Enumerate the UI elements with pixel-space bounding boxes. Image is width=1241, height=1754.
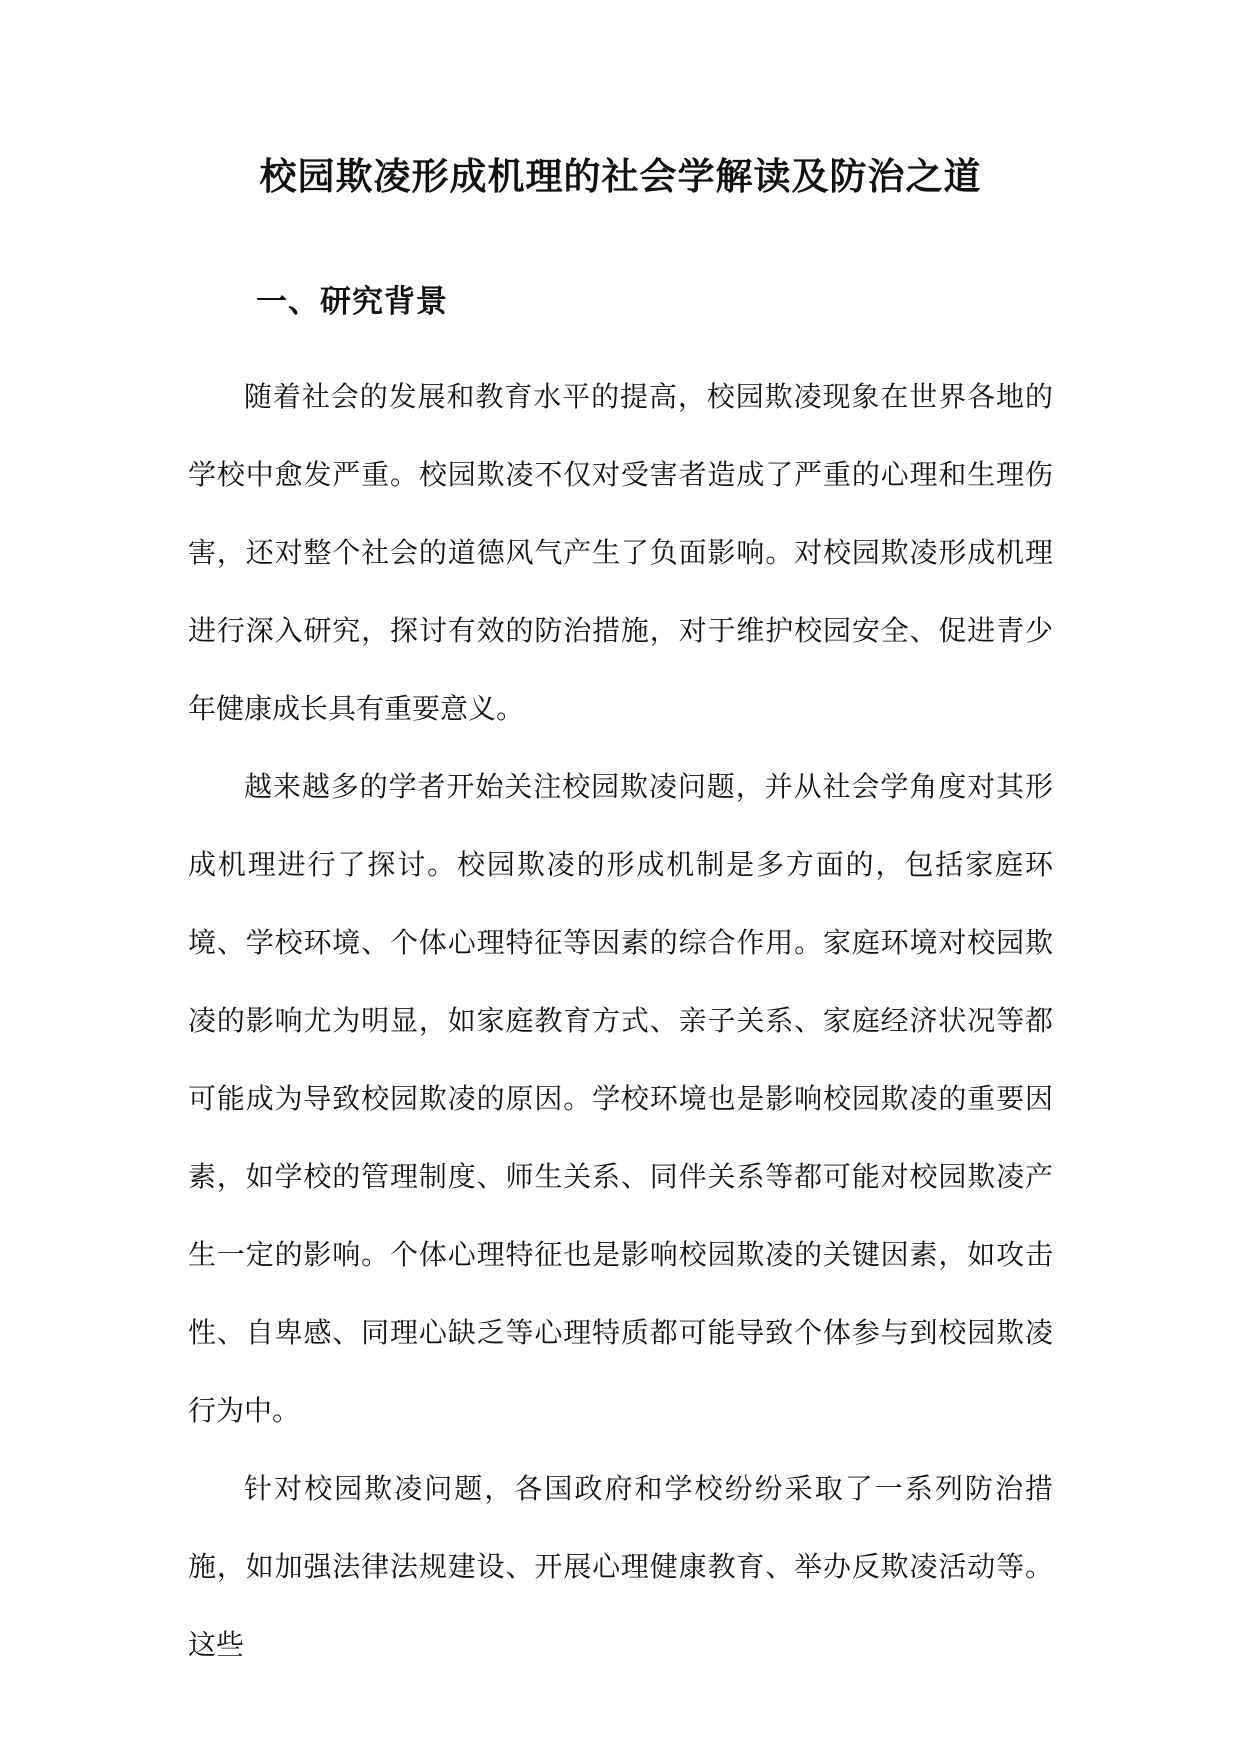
paragraph-3: 针对校园欺凌问题，各国政府和学校纷纷采取了一系列防治措施，如加强法律法规建设、开展心理健康教育、举办反欺凌活动等。这些 (188, 1472, 1053, 1661)
section-heading: 一、研究背景 (256, 284, 448, 320)
document-title: 校园欺凌形成机理的社会学解读及防治之道 (259, 154, 982, 198)
paragraph-1: 随着社会的发展和教育水平的提高，校园欺凌现象在世界各地的学校中愈发严重。校园欺凌不仅对受害者造成了严重的心理和生理伤害，还对整个社会的道德风气产生了负面影响。对校园欺凌形成机理进行深入研究，探讨有效的防治措施，对于维护校园安全、促进青少年健康成长具有重要意义。 (188, 380, 1053, 725)
document-body (188, 358, 1053, 1684)
paragraph-2: 越来越多的学者开始关注校园欺凌问题，并从社会学角度对其形成机理进行了探讨。校园欺凌的形成机制是多方面的，包括家庭环境、学校环境、个体心理特征等因素的综合作用。家庭环境对校园欺凌的影响尤为明显，如家庭教育方式、亲子关系、家庭经济状况等都可能成为导致校园欺凌的原因。学校环境也是影响校园欺凌的重要因素，如学校的管理制度、师生关系、同伴关系等都可能对校园欺凌产生一定的影响。个体心理特征也是影响校园欺凌的关键因素，如攻击性、自卑感、同理心缺乏等心理特质都可能导致个体参与到校园欺凌行为中。 (188, 770, 1053, 1427)
